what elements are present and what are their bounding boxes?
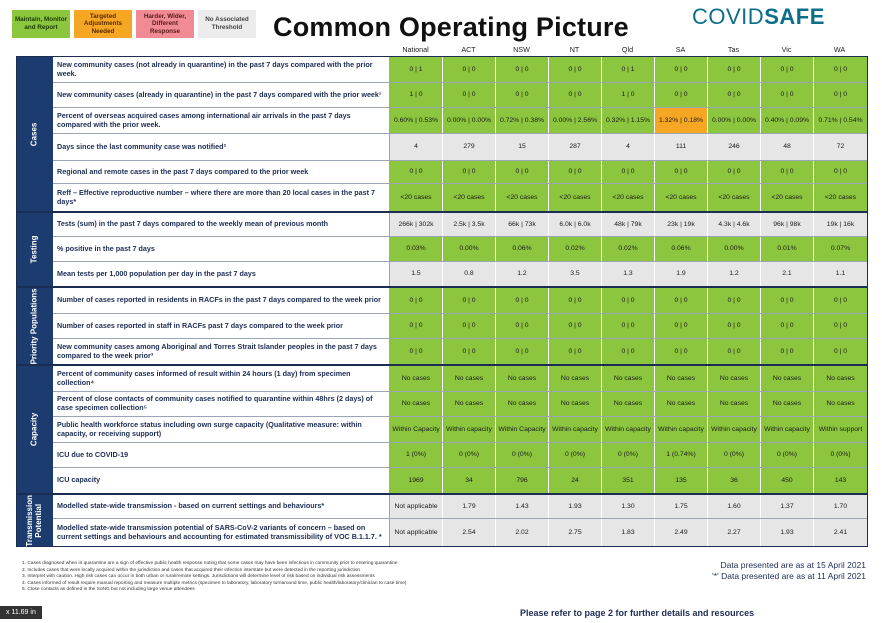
footnotes — [22, 561, 582, 594]
value-cell: <20 cases — [761, 184, 814, 211]
column-header: Tas — [727, 45, 740, 54]
table-row — [53, 83, 867, 108]
value-cell: 6.0k | 6.0k — [549, 213, 602, 236]
value-cell: 0 | 0 — [708, 57, 761, 82]
footnote: 1. Cases diagnosed when in quarantine are a sign of effective public health response noting that some cases may have been infectious in community prior to entering quarantine — [22, 561, 398, 566]
value-cell: No cases — [549, 366, 602, 391]
value-cell: No cases — [761, 366, 814, 391]
value-cell: No cases — [602, 392, 655, 416]
value-cell: 1 (0%) — [390, 443, 443, 467]
value-cell: No cases — [390, 366, 443, 391]
indicator-description: Percent of close contacts of community cases notified to quarantine within 48hrs (2 days) of case specimen collection⁵ — [53, 392, 390, 416]
value-cell: 287 — [549, 134, 602, 160]
value-cell: 0 | 0 — [390, 288, 443, 313]
value-cell: <20 cases — [390, 184, 443, 211]
value-cell: 0.02% — [602, 237, 655, 261]
value-cell: 0 | 0 — [655, 314, 708, 338]
value-cell: 1.79 — [443, 495, 496, 518]
value-cell: 0 | 0 — [496, 83, 549, 107]
table-row — [53, 495, 867, 519]
value-cell: 0.07% — [814, 237, 867, 261]
footnote: 4. Cases informed of result require manual reporting and measure multiple metrics (specimen to laboratory, laboratory turnaround time, public health/laboratory/clinician to case time) — [22, 580, 407, 586]
value-cell: 0 (0%) — [549, 443, 602, 467]
value-cell: 2.54 — [443, 519, 496, 546]
section — [17, 288, 867, 366]
value-cell: 0 | 0 — [814, 314, 867, 338]
value-cell: Within capacity — [443, 417, 496, 442]
table-row — [53, 57, 867, 83]
value-cell: 0.03% — [390, 237, 443, 261]
value-cell: 1.32% | 0.18% — [655, 108, 708, 133]
value-cell: 1.75 — [655, 495, 708, 518]
column-header: WA — [833, 45, 846, 54]
value-cell: <20 cases — [496, 184, 549, 211]
legend-item: Maintain, Monitor and Report — [12, 10, 70, 38]
section-label — [17, 213, 53, 286]
value-cell: No cases — [655, 392, 708, 416]
value-cell: 0 | 0 — [496, 161, 549, 183]
value-cell: 0 | 0 — [549, 83, 602, 107]
value-cell: 0 | 0 — [443, 339, 496, 364]
value-cell: 351 — [602, 468, 655, 493]
value-cell: No cases — [443, 366, 496, 391]
value-cell: 0 | 0 — [655, 339, 708, 364]
value-cell: 0 | 1 — [390, 57, 443, 82]
page-title: Common Operating Picture — [273, 12, 629, 42]
value-cell: 0 | 0 — [443, 314, 496, 338]
table-row — [53, 443, 867, 468]
value-cell: <20 cases — [655, 184, 708, 211]
value-cell: 1969 — [390, 468, 443, 493]
value-cell: No cases — [761, 392, 814, 416]
indicator-description: New community cases (not already in quarantine) in the past 7 days compared with the prior week. — [53, 57, 390, 82]
value-cell: 0 | 0 — [655, 288, 708, 313]
value-cell: 0 | 0 — [761, 57, 814, 82]
value-cell: 1.93 — [549, 495, 602, 518]
value-cell: 0 | 0 — [708, 83, 761, 107]
indicator-description: % positive in the past 7 days — [53, 237, 390, 261]
value-cell: 0 | 0 — [655, 83, 708, 107]
value-cell: 0 | 0 — [443, 288, 496, 313]
table-row — [53, 288, 867, 314]
indicator-description: Percent of overseas acquired cases among international air arrivals in the past 7 days compared with the prior week. — [53, 108, 390, 133]
value-cell: No cases — [390, 392, 443, 416]
value-cell: 0 | 0 — [602, 339, 655, 364]
value-cell: 0 | 0 — [443, 83, 496, 107]
value-cell: 0.00% — [443, 237, 496, 261]
legend-item: Targeted Adjustments Needed — [74, 10, 132, 38]
table-row — [53, 237, 867, 262]
section-label-text: Testing — [29, 235, 39, 264]
value-cell: 450 — [761, 468, 814, 493]
column-header: Vic — [781, 45, 792, 54]
section — [17, 366, 867, 495]
value-cell: 0.8 — [443, 262, 496, 286]
value-cell: 2.75 — [549, 519, 602, 546]
section-label — [17, 57, 53, 211]
value-cell: 0.60% | 0.53% — [390, 108, 443, 133]
value-cell: No cases — [602, 366, 655, 391]
table-row — [53, 262, 867, 286]
value-cell: 0 | 0 — [655, 57, 708, 82]
section-label-text: Transmission Potential — [25, 494, 44, 547]
value-cell: 0 | 0 — [814, 288, 867, 313]
value-cell: 0 (0%) — [814, 443, 867, 467]
value-cell: 0 (0%) — [761, 443, 814, 467]
value-cell: 0 | 0 — [390, 161, 443, 183]
value-cell: <20 cases — [814, 184, 867, 211]
value-cell: Not applicable — [390, 519, 443, 546]
value-cell: 1.43 — [496, 495, 549, 518]
section-label-text: Cases — [29, 122, 39, 146]
zoom-indicator[interactable]: x 11.69 in — [0, 606, 42, 619]
value-cell: 66k | 73k — [496, 213, 549, 236]
value-cell: 48 — [761, 134, 814, 160]
section-label-text: Capacity — [29, 412, 39, 447]
value-cell: 1.83 — [602, 519, 655, 546]
value-cell: 3.5 — [549, 262, 602, 286]
logo-part1: COVID — [692, 4, 765, 29]
value-cell: 0.71% | 0.54% — [814, 108, 867, 133]
indicator-description: Modelled state-wide transmission potential of SARS-CoV-2 variants of concern – based on current settings and behaviours and accounting for estimated transmissibility of VOC B.1.1.7. * — [53, 519, 390, 546]
table-row — [53, 184, 867, 211]
section-label — [17, 288, 53, 364]
value-cell: 4 — [390, 134, 443, 160]
value-cell: No cases — [814, 392, 867, 416]
indicator-description: Days since the last community case was notified² — [53, 134, 390, 160]
value-cell: 143 — [814, 468, 867, 493]
date-line-2: '*' Data presented are as at 11 April 2021 — [712, 571, 866, 582]
footnote: 5. Close contacts as defined in the SoNG but not including large venue attendees — [22, 587, 195, 593]
indicator-description: Number of cases reported in residents in RACFs in the past 7 days compared to the week prior — [53, 288, 390, 313]
value-cell: 1 | 0 — [390, 83, 443, 107]
value-cell: 0 | 0 — [814, 57, 867, 82]
footnote: 3. Interpret with caution. High risk cases can occur in both urban or rural/remote settings. Jurisdictions will determine level of risk based on individual risk assessments — [22, 574, 375, 580]
indicator-description: New community cases (already in quarantine) in the past 7 days compared with the prior week¹ — [53, 83, 390, 107]
value-cell: 0 | 0 — [549, 314, 602, 338]
value-cell: 0 | 0 — [496, 339, 549, 364]
value-cell: 0.40% | 0.09% — [761, 108, 814, 133]
value-cell: 0 | 0 — [708, 288, 761, 313]
legend — [12, 10, 256, 38]
indicator-description: Regional and remote cases in the past 7 days compared to the prior week — [53, 161, 390, 183]
value-cell: 0 | 0 — [761, 161, 814, 183]
value-cell: 23k | 19k — [655, 213, 708, 236]
value-cell: 0 | 0 — [602, 288, 655, 313]
table-row — [53, 314, 867, 339]
value-cell: 0 | 0 — [761, 339, 814, 364]
table-row — [53, 468, 867, 493]
value-cell: 0 | 0 — [814, 339, 867, 364]
table-row — [53, 213, 867, 237]
table-row — [53, 161, 867, 184]
value-cell: <20 cases — [443, 184, 496, 211]
value-cell: 0.00% | 0.00% — [708, 108, 761, 133]
value-cell: 1.93 — [761, 519, 814, 546]
value-cell: 1.2 — [708, 262, 761, 286]
value-cell: 2.27 — [708, 519, 761, 546]
value-cell: 0 (0%) — [708, 443, 761, 467]
value-cell: 0 | 0 — [496, 314, 549, 338]
value-cell: No cases — [708, 366, 761, 391]
refer-note: Please refer to page 2 for further details and resources — [520, 608, 755, 618]
indicator-description: Reff – Effective reproductive number – where there are more than 20 local cases in the past 7 days* — [53, 184, 390, 211]
indicator-description: Tests (sum) in the past 7 days compared to the weekly mean of previous month — [53, 213, 390, 236]
value-cell: 0.01% — [761, 237, 814, 261]
covidsafe-logo — [692, 4, 825, 30]
value-cell: 1.5 — [390, 262, 443, 286]
value-cell: 72 — [814, 134, 867, 160]
value-cell: 0 | 0 — [708, 339, 761, 364]
value-cell: Within capacity — [761, 417, 814, 442]
value-cell: 1.9 — [655, 262, 708, 286]
value-cell: 0 | 0 — [708, 161, 761, 183]
value-cell: 15 — [496, 134, 549, 160]
value-cell: 0 | 0 — [814, 83, 867, 107]
value-cell: 0 | 0 — [390, 339, 443, 364]
section — [17, 213, 867, 288]
value-cell: 0.72% | 0.38% — [496, 108, 549, 133]
value-cell: 2.02 — [496, 519, 549, 546]
value-cell: 0.00% | 2.56% — [549, 108, 602, 133]
value-cell: <20 cases — [708, 184, 761, 211]
indicator-description: Percent of community cases informed of result within 24 hours (1 day) from specimen collection⁴ — [53, 366, 390, 391]
value-cell: 24 — [549, 468, 602, 493]
value-cell: Within capacity — [549, 417, 602, 442]
column-header: Qld — [621, 45, 634, 54]
value-cell: 0 | 0 — [443, 57, 496, 82]
value-cell: No cases — [814, 366, 867, 391]
column-headers — [389, 45, 866, 54]
value-cell: 0 (0%) — [443, 443, 496, 467]
table-row — [53, 417, 867, 443]
value-cell: 0 | 0 — [496, 57, 549, 82]
value-cell: No cases — [496, 392, 549, 416]
value-cell: 0 | 0 — [443, 161, 496, 183]
value-cell: 36 — [708, 468, 761, 493]
value-cell: <20 cases — [602, 184, 655, 211]
indicator-description: New community cases among Aboriginal and Torres Strait Islander peoples in the past 7 days compared to the week prior³ — [53, 339, 390, 364]
value-cell: 0 | 0 — [602, 314, 655, 338]
value-cell: 0.32% | 1.15% — [602, 108, 655, 133]
value-cell: No cases — [496, 366, 549, 391]
section-label-text: Priority Populations — [29, 287, 39, 364]
value-cell: 1.37 — [761, 495, 814, 518]
table-row — [53, 392, 867, 417]
value-cell: 1.60 — [708, 495, 761, 518]
table-row — [53, 519, 867, 546]
value-cell: 34 — [443, 468, 496, 493]
value-cell: Not applicable — [390, 495, 443, 518]
value-cell: 0.00% — [708, 237, 761, 261]
operating-picture-table — [16, 56, 868, 547]
value-cell: 0 | 0 — [390, 314, 443, 338]
table-row — [53, 339, 867, 364]
legend-item: No Associated Threshold — [198, 10, 256, 38]
value-cell: 2.5k | 3.5k — [443, 213, 496, 236]
value-cell: Within Capacity — [496, 417, 549, 442]
value-cell: 0 | 0 — [761, 83, 814, 107]
value-cell: No cases — [443, 392, 496, 416]
section — [17, 495, 867, 546]
value-cell: 96k | 98k — [761, 213, 814, 236]
value-cell: 4.3k | 4.6k — [708, 213, 761, 236]
value-cell: 266k | 302k — [390, 213, 443, 236]
value-cell: 0.02% — [549, 237, 602, 261]
value-cell: 0 | 0 — [602, 161, 655, 183]
value-cell: 0 | 1 — [602, 57, 655, 82]
value-cell: 0 | 0 — [761, 314, 814, 338]
column-header: ACT — [461, 45, 476, 54]
value-cell: 2.41 — [814, 519, 867, 546]
value-cell: No cases — [655, 366, 708, 391]
column-header: National — [402, 45, 429, 54]
value-cell: 796 — [496, 468, 549, 493]
data-dates — [712, 560, 866, 582]
date-line-1: Data presented are as at 15 April 2021 — [720, 560, 866, 570]
value-cell: 1 | 0 — [602, 83, 655, 107]
value-cell: Within capacity — [708, 417, 761, 442]
value-cell: 279 — [443, 134, 496, 160]
table-row — [53, 366, 867, 392]
value-cell: 246 — [708, 134, 761, 160]
value-cell: 0 | 0 — [549, 161, 602, 183]
logo-part2: SAFE — [764, 4, 825, 29]
value-cell: 0 | 0 — [549, 339, 602, 364]
value-cell: 19k | 16k — [814, 213, 867, 236]
value-cell: 135 — [655, 468, 708, 493]
value-cell: 1 (0.74%) — [655, 443, 708, 467]
value-cell: 111 — [655, 134, 708, 160]
indicator-description: Number of cases reported in staff in RACFs past 7 days compared to the week prior — [53, 314, 390, 338]
value-cell: 0.06% — [655, 237, 708, 261]
value-cell: 0 | 0 — [549, 57, 602, 82]
value-cell: 1.70 — [814, 495, 867, 518]
value-cell: 0 | 0 — [655, 161, 708, 183]
indicator-description: ICU capacity — [53, 468, 390, 493]
indicator-description: Mean tests per 1,000 population per day in the past 7 days — [53, 262, 390, 286]
value-cell: <20 cases — [549, 184, 602, 211]
value-cell: Within capacity — [602, 417, 655, 442]
value-cell: 0 (0%) — [496, 443, 549, 467]
value-cell: 1.2 — [496, 262, 549, 286]
value-cell: 0.06% — [496, 237, 549, 261]
value-cell: 0.00% | 0.00% — [443, 108, 496, 133]
indicator-description: ICU due to COVID-19 — [53, 443, 390, 467]
value-cell: No cases — [708, 392, 761, 416]
value-cell: 1.30 — [602, 495, 655, 518]
value-cell: Within Capacity — [390, 417, 443, 442]
value-cell: 1.1 — [814, 262, 867, 286]
table-row — [53, 134, 867, 161]
value-cell: 0 | 0 — [761, 288, 814, 313]
value-cell: 48k | 79k — [602, 213, 655, 236]
value-cell: 0 | 0 — [814, 161, 867, 183]
value-cell: 2.49 — [655, 519, 708, 546]
indicator-description: Modelled state-wide transmission - based on current settings and behaviours* — [53, 495, 390, 518]
value-cell: 4 — [602, 134, 655, 160]
section — [17, 57, 867, 213]
column-header: NSW — [513, 45, 530, 54]
footnote: 2. Includes cases that were locally acquired within the jurisdiction and cases that acquired their infection interstate but were detected in the reporting jurisdiction — [22, 567, 361, 573]
value-cell: 2.1 — [761, 262, 814, 286]
value-cell: 0 | 0 — [708, 314, 761, 338]
legend-item: Harder, Wider, Different Response — [136, 10, 194, 38]
value-cell: 0 (0%) — [602, 443, 655, 467]
section-label — [17, 366, 53, 493]
value-cell: 0 | 0 — [496, 288, 549, 313]
table-row — [53, 108, 867, 134]
value-cell: Within support — [814, 417, 867, 442]
value-cell: Within capacity — [655, 417, 708, 442]
indicator-description: Public health workforce status including own surge capacity (Qualitative measure: within capacity, or receiving support) — [53, 417, 390, 442]
value-cell: No cases — [549, 392, 602, 416]
column-header: NT — [569, 45, 580, 54]
value-cell: 1.3 — [602, 262, 655, 286]
column-header: SA — [675, 45, 686, 54]
section-label — [17, 495, 53, 546]
value-cell: 0 | 0 — [549, 288, 602, 313]
